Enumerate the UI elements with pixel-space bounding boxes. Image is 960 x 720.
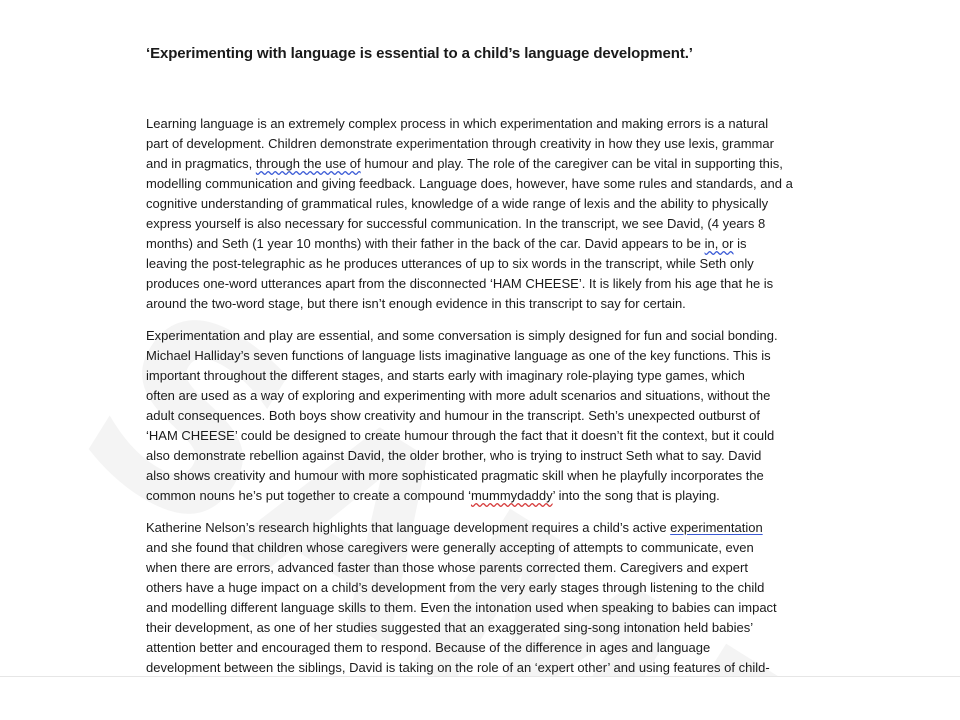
text-run: modelling communication and giving feedback. Language does, however, have some rules and standards, and a (146, 176, 793, 191)
text-run: Katherine Nelson’s research highlights that language development requires a child’s active (146, 520, 671, 535)
text-line (146, 486, 796, 506)
text-run: Learning language is an extremely complex process in which experimentation and making errors is a natural (146, 116, 769, 131)
spelling-flag: mummydaddy (470, 488, 553, 503)
text-line (146, 274, 796, 294)
text-run: often are used as a way of exploring and experimenting with more adult scenarios and situations, without the (146, 388, 771, 403)
text-line (146, 638, 796, 658)
text-run: and she found that children whose caregivers were generally accepting of attempts to communicate, even (146, 540, 754, 555)
text-line (146, 618, 796, 638)
text-run: months) and Seth (1 year 10 months) with their father in the back of the car. David appears to be (146, 236, 705, 251)
text-run: important throughout the different stages, and starts early with imaginary role-playing type games, which (146, 368, 745, 383)
text-run: is (733, 236, 747, 251)
text-line (146, 134, 796, 154)
text-run: ’ into the song that is playing. (552, 488, 720, 503)
text-line (146, 366, 796, 386)
text-run: leaving the post-telegraphic as he produces utterances of up to six words in the transcript, while Seth only (146, 256, 754, 271)
text-run: and modelling different language skills to them. Even the intonation used when speaking to babies can impact (146, 600, 777, 615)
text-run: Experimentation and play are essential, and some conversation is simply designed for fun and social bonding. (146, 328, 778, 343)
paragraph-gap (146, 506, 796, 518)
text-line (146, 174, 796, 194)
text-run: Michael Halliday’s seven functions of language lists imaginative language as one of the key functions. This is (146, 348, 771, 363)
paragraph (146, 518, 796, 677)
text-run: humour and play. The role of the caregiver can be vital in supporting this, (360, 156, 783, 171)
document-body (146, 114, 796, 677)
text-line (146, 578, 796, 598)
grammar-flag: through the use of (255, 156, 361, 171)
paragraph-gap (146, 314, 796, 326)
text-run: also shows creativity and humour with more sophisticated pragmatic skill when he playfully incorporates the (146, 468, 764, 483)
grammar-flag: experimentation (670, 520, 763, 535)
text-line (146, 406, 796, 426)
text-run: around the two-word stage, but there isn’t enough evidence in this transcript to say for certain. (146, 296, 686, 311)
paragraph (146, 326, 796, 506)
text-run: when there are errors, advanced faster than those whose parents corrected them. Caregivers and expert (146, 560, 748, 575)
text-line (146, 234, 796, 254)
text-run: also demonstrate rebellion against David, the older brother, who is trying to instruct Seth what to say. David (146, 448, 762, 463)
text-line (146, 446, 796, 466)
text-line (146, 658, 796, 677)
text-run: ‘HAM CHEESE’ could be designed to create humour through the fact that it doesn’t fit the context, but it could (146, 428, 775, 443)
text-run: and in pragmatics, (146, 156, 256, 171)
text-line (146, 558, 796, 578)
text-line (146, 154, 796, 174)
text-line (146, 294, 796, 314)
paragraph (146, 114, 796, 314)
text-line (146, 346, 796, 366)
text-line (146, 386, 796, 406)
text-line (146, 598, 796, 618)
text-run: express yourself is also necessary for successful communication. In the transcript, we see David, (4 years 8 (146, 216, 766, 231)
text-run: adult consequences. Both boys show creativity and humour in the transcript. Seth’s unexpected outburst of (146, 408, 761, 423)
grammar-flag: in, or (704, 236, 734, 251)
text-run: attention better and encouraged them to respond. Because of the difference in ages and language (146, 640, 711, 655)
text-run: others have a huge impact on a child’s development from the very early stages through listening to the child (146, 580, 765, 595)
text-line (146, 214, 796, 234)
text-run: produces one-word utterances apart from the disconnected ‘HAM CHEESE’. It is likely from his age that he is (146, 276, 774, 291)
text-run: cognitive understanding of grammatical rules, knowledge of a wide range of lexis and the ability to physically (146, 196, 769, 211)
text-line (146, 538, 796, 558)
text-line (146, 466, 796, 486)
text-line (146, 518, 796, 538)
text-line (146, 426, 796, 446)
text-run: development between the siblings, David is taking on the role of an ‘expert other’ and using features of child- (146, 660, 770, 675)
text-line (146, 254, 796, 274)
text-run: common nouns he’s put together to create a compound ‘ (146, 488, 471, 503)
text-line (146, 194, 796, 214)
text-run: their development, as one of her studies suggested that an exaggerated sing-song intonation held babies’ (146, 620, 754, 635)
text-run: part of development. Children demonstrate experimentation through creativity in how they use lexis, grammar (146, 136, 774, 151)
text-line (146, 326, 796, 346)
text-line (146, 114, 796, 134)
document-title: ‘Experimenting with language is essential to a child’s language development.’ (146, 45, 693, 62)
